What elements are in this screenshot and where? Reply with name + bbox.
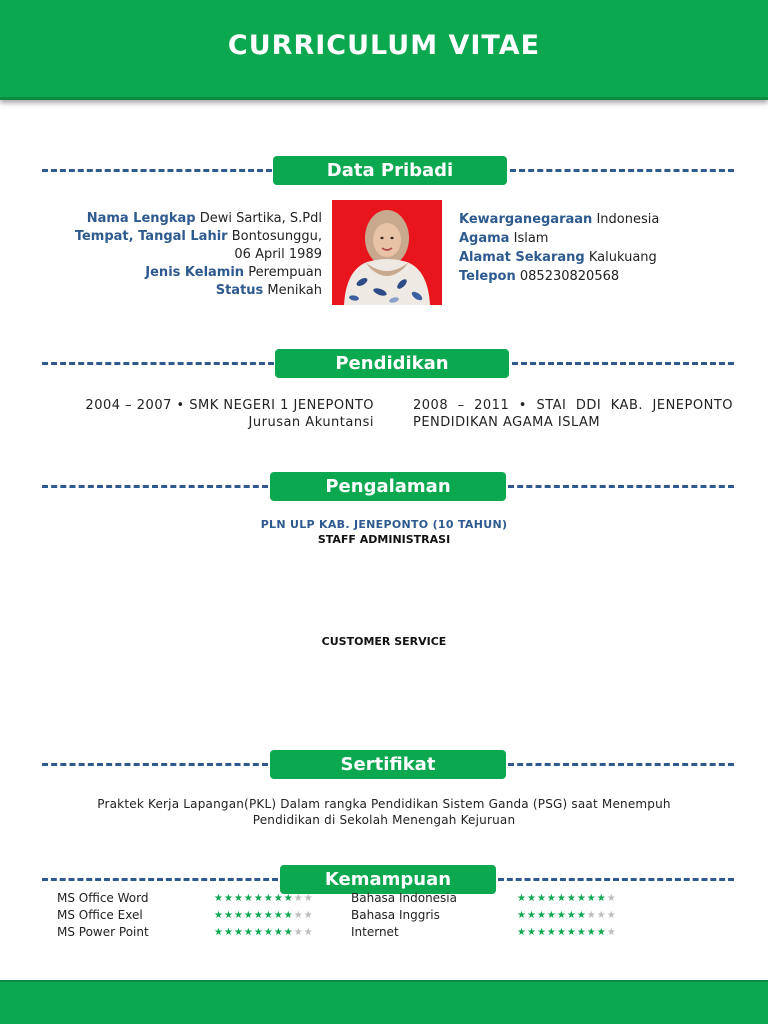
header-banner: [0, 0, 768, 100]
star-filled-icon: ★: [566, 893, 577, 904]
star-filled-icon: ★: [517, 910, 527, 921]
star-filled-icon: ★: [596, 893, 607, 904]
skill-row: [57, 890, 314, 907]
personal-row-birth: [42, 228, 322, 246]
skill-rating-stars: [517, 924, 617, 941]
skill-name: Bahasa Inggris: [351, 908, 440, 922]
label-kewarganegaraan: Kewarganegaraan: [459, 212, 593, 227]
star-filled-icon: ★: [223, 910, 234, 921]
star-filled-icon: ★: [273, 910, 284, 921]
star-filled-icon: ★: [223, 927, 234, 938]
star-filled-icon: ★: [283, 927, 294, 938]
education-stai-line1: 2008 – 2011 • STAI DDI KAB. JENEPONTO: [413, 398, 733, 413]
star-filled-icon: ★: [586, 893, 597, 904]
star-empty-icon: ★: [586, 910, 597, 921]
profile-photo: [332, 200, 442, 305]
star-empty-icon: ★: [303, 893, 314, 904]
star-filled-icon: ★: [243, 927, 254, 938]
star-filled-icon: ★: [214, 910, 224, 921]
experience-role-customer-service: CUSTOMER SERVICE: [321, 635, 447, 648]
dashed-divider-right: [508, 485, 734, 488]
page-title: CURRICULUM VITAE: [227, 30, 541, 61]
star-filled-icon: ★: [253, 927, 264, 938]
certificate-line1: Praktek Kerja Lapangan(PKL) Dalam rangka Pendidikan Sistem Ganda (PSG) saat Menempuh: [97, 797, 671, 811]
star-filled-icon: ★: [576, 927, 587, 938]
star-empty-icon: ★: [596, 910, 607, 921]
skill-name: Internet: [351, 925, 399, 939]
label-agama: Agama: [459, 231, 510, 246]
star-filled-icon: ★: [576, 893, 587, 904]
experience-role-staff: STAFF ADMINISTRASI: [317, 533, 451, 546]
personal-info-left: [42, 210, 322, 300]
section-title-sertifikat: Sertifikat: [270, 750, 506, 779]
dashed-divider-left: [42, 878, 278, 881]
star-filled-icon: ★: [273, 893, 284, 904]
star-filled-icon: ★: [517, 927, 527, 938]
label-telepon: Telepon: [459, 269, 516, 284]
label-jenis-kelamin: Jenis Kelamin: [145, 265, 245, 280]
star-filled-icon: ★: [546, 927, 557, 938]
personal-row-phone: [459, 267, 739, 286]
star-filled-icon: ★: [526, 927, 537, 938]
dashed-divider-left: [42, 169, 272, 172]
star-filled-icon: ★: [576, 910, 587, 921]
skill-rating-stars: [517, 907, 617, 924]
skill-row: [351, 907, 617, 924]
value-tanggal-lahir: 06 April 1989: [234, 247, 322, 262]
star-empty-icon: ★: [606, 910, 617, 921]
star-filled-icon: ★: [546, 910, 557, 921]
star-filled-icon: ★: [536, 910, 547, 921]
star-empty-icon: ★: [606, 927, 617, 938]
section-pendidikan: [42, 349, 734, 379]
star-empty-icon: ★: [293, 927, 304, 938]
star-filled-icon: ★: [233, 893, 244, 904]
label-nama-lengkap: Nama Lengkap: [86, 211, 196, 226]
dashed-divider-right: [508, 763, 734, 766]
education-smk-line1: 2004 – 2007 • SMK NEGERI 1 JENEPONTO: [85, 398, 374, 413]
skill-name: Bahasa Indonesia: [351, 891, 457, 905]
skill-name: MS Office Word: [57, 891, 149, 905]
skill-rating-stars: [214, 907, 314, 924]
education-entry-stai: [413, 397, 733, 431]
label-tempat-tanggal-lahir: Tempat, Tangal Lahir: [74, 229, 228, 244]
value-telepon: 085230820568: [519, 269, 620, 284]
section-title-kemampuan: Kemampuan: [280, 865, 496, 894]
value-agama: Islam: [513, 231, 549, 246]
experience-company: PLN ULP KAB. JENEPONTO (10 TAHUN): [260, 518, 508, 531]
personal-row-address: [459, 248, 739, 267]
value-nama-lengkap: Dewi Sartika, S.Pdl: [199, 211, 322, 226]
education-smk-line2: Jurusan Akuntansi: [248, 415, 374, 430]
star-filled-icon: ★: [214, 927, 224, 938]
star-filled-icon: ★: [517, 893, 527, 904]
section-sertifikat: [42, 750, 734, 780]
personal-row-name: [42, 210, 322, 228]
star-filled-icon: ★: [536, 893, 547, 904]
skill-row: [57, 924, 314, 941]
star-empty-icon: ★: [293, 893, 304, 904]
dashed-divider-right: [510, 169, 734, 172]
personal-row-nationality: [459, 210, 739, 229]
star-filled-icon: ★: [566, 910, 577, 921]
star-filled-icon: ★: [233, 910, 244, 921]
star-filled-icon: ★: [526, 910, 537, 921]
skill-rating-stars: [517, 890, 617, 907]
star-filled-icon: ★: [556, 893, 567, 904]
education-entry-smk: [42, 397, 374, 431]
certificate-description: [60, 796, 708, 828]
section-pengalaman: [42, 472, 734, 502]
dashed-divider-left: [42, 763, 268, 766]
star-filled-icon: ★: [586, 927, 597, 938]
star-filled-icon: ★: [243, 893, 254, 904]
star-filled-icon: ★: [253, 910, 264, 921]
skill-rating-stars: [214, 890, 314, 907]
value-alamat-sekarang: Kalukuang: [588, 250, 657, 265]
star-filled-icon: ★: [556, 927, 567, 938]
value-kewarganegaraan: Indonesia: [596, 212, 660, 227]
personal-row-status: [42, 282, 322, 300]
star-filled-icon: ★: [536, 927, 547, 938]
footer-banner: [0, 980, 768, 1024]
skills-left-column: [57, 890, 314, 941]
label-alamat-sekarang: Alamat Sekarang: [459, 250, 585, 265]
skill-row: [351, 924, 617, 941]
star-filled-icon: ★: [566, 927, 577, 938]
section-data-pribadi: [42, 156, 734, 186]
dashed-divider-right: [512, 362, 734, 365]
star-filled-icon: ★: [263, 927, 274, 938]
star-filled-icon: ★: [253, 893, 264, 904]
star-filled-icon: ★: [273, 927, 284, 938]
dashed-divider-right: [498, 878, 734, 881]
skill-row: [57, 907, 314, 924]
star-filled-icon: ★: [233, 927, 244, 938]
education-stai-line2: PENDIDIKAN AGAMA ISLAM: [413, 415, 601, 430]
section-title-data-pribadi: Data Pribadi: [273, 156, 507, 185]
personal-row-birth-date: [42, 246, 322, 264]
personal-info-right: [459, 210, 739, 286]
star-empty-icon: ★: [303, 910, 314, 921]
star-filled-icon: ★: [223, 893, 234, 904]
star-filled-icon: ★: [263, 893, 274, 904]
certificate-line2: Pendidikan di Sekolah Menengah Kejuruan: [252, 813, 516, 827]
skill-rating-stars: [214, 924, 314, 941]
star-filled-icon: ★: [556, 910, 567, 921]
personal-row-gender: [42, 264, 322, 282]
star-empty-icon: ★: [606, 893, 617, 904]
dashed-divider-left: [42, 485, 268, 488]
value-tempat-lahir: Bontosunggu,: [231, 229, 322, 244]
section-title-pendidikan: Pendidikan: [275, 349, 509, 378]
star-filled-icon: ★: [283, 893, 294, 904]
label-status: Status: [215, 283, 264, 298]
star-filled-icon: ★: [283, 910, 294, 921]
star-filled-icon: ★: [243, 910, 254, 921]
skill-row: [351, 890, 617, 907]
star-empty-icon: ★: [303, 927, 314, 938]
star-filled-icon: ★: [526, 893, 537, 904]
skills-right-column: [351, 890, 617, 941]
skill-name: MS Office Exel: [57, 908, 143, 922]
profile-photo-illustration: [332, 200, 442, 305]
star-empty-icon: ★: [293, 910, 304, 921]
skill-name: MS Power Point: [57, 925, 149, 939]
value-jenis-kelamin: Perempuan: [248, 265, 322, 280]
dashed-divider-left: [42, 362, 274, 365]
star-filled-icon: ★: [214, 893, 224, 904]
value-status: Menikah: [267, 283, 322, 298]
section-title-pengalaman: Pengalaman: [270, 472, 506, 501]
personal-row-religion: [459, 229, 739, 248]
star-filled-icon: ★: [546, 893, 557, 904]
star-filled-icon: ★: [263, 910, 274, 921]
star-filled-icon: ★: [596, 927, 607, 938]
